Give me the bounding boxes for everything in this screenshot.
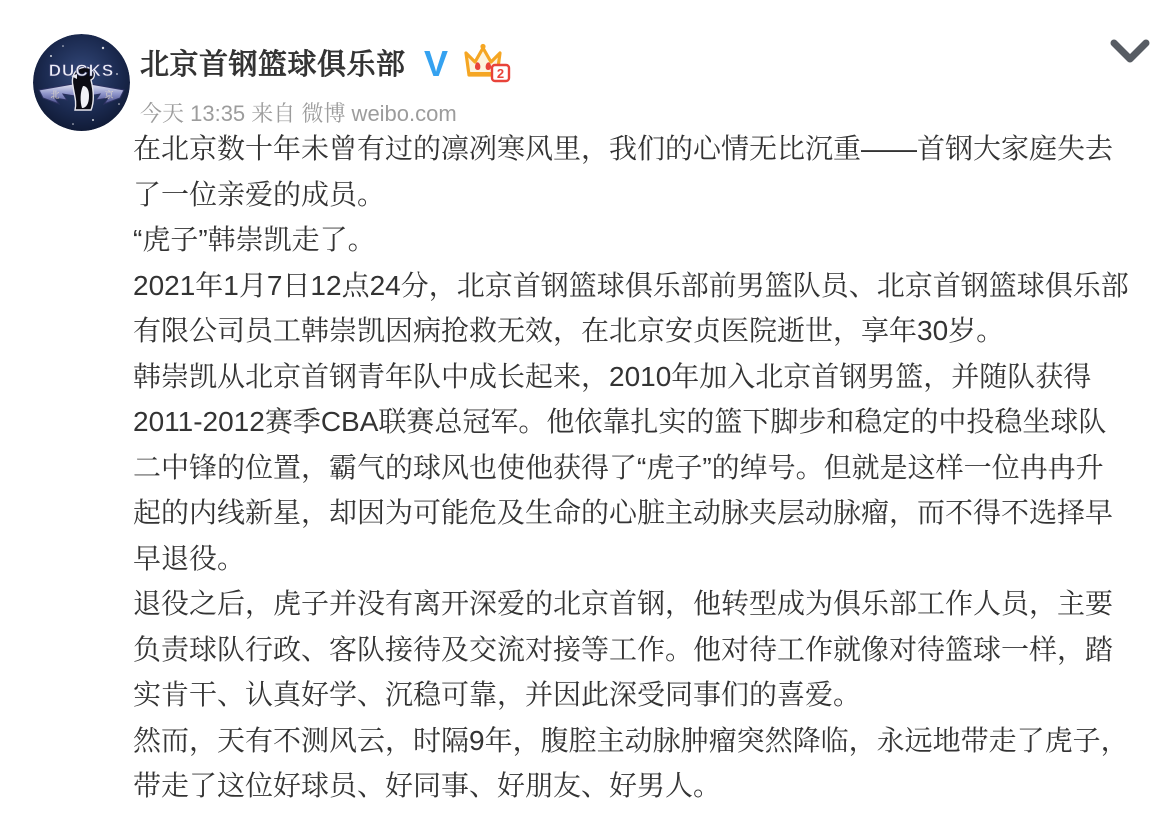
post-meta [140, 97, 512, 128]
source-prefix: 来自 [251, 101, 296, 126]
post-paragraph: “虎子”韩崇凯走了。 [133, 224, 376, 255]
source-link[interactable]: 微博 weibo.com [301, 101, 457, 126]
post-body [133, 126, 1129, 809]
post-header [140, 42, 512, 128]
avatar-wing-right-char: 京 [104, 90, 114, 100]
post-paragraph: 韩崇凯从北京首钢青年队中成长起来，2010年加入北京首钢男篮，并随队获得2011-2012赛季CBA联赛总冠军。他依靠扎实的篮下脚步和稳定的中投稳坐球队二中锋的位置，霸气的球风也使他获得了“虎子”的绰号。但就是这样一位冉冉升起的内线新星，却因为可能危及生命的心脏主动脉夹层动脉瘤，而不得不选择早早退役。 [133, 360, 1114, 574]
timestamp: 今天 13:35 [140, 101, 246, 126]
vip-crown-icon [462, 43, 512, 83]
avatar[interactable] [33, 34, 130, 131]
avatar-ducks-text: DUCKS [48, 61, 115, 80]
avatar-wing-left-char: 北 [50, 90, 60, 100]
post-paragraph: 然而，天有不测风云，时隔9年，腹腔主动脉肿瘤突然降临，永远地带走了虎子，带走了这位好球员、好同事、好朋友、好男人。 [133, 724, 1129, 801]
post-paragraph: 退役之后，虎子并没有离开深爱的北京首钢，他转型成为俱乐部工作人员，主要负责球队行政、客队接待及交流对接等工作。他对待工作就像对待篮球一样，踏实肯干、认真好学、沉稳可靠，并因此深受同事们的喜爱。 [133, 588, 1114, 710]
verified-v-icon [418, 46, 454, 80]
svg-text:V: V [423, 45, 448, 80]
name-row [140, 42, 512, 83]
vip-level-badge [492, 65, 509, 81]
post-paragraph: 2021年1月7日12点24分，北京首钢篮球俱乐部前男篮队员、北京首钢篮球俱乐部有限公司员工韩崇凯因病抢救无效，在北京安贞医院逝世，享年30岁。 [133, 269, 1129, 346]
post-paragraph: 在北京数十年未曾有过的凛冽寒风里，我们的心情无比沉重——首钢大家庭失去了一位亲爱的成员。 [133, 133, 1114, 210]
chevron-down-icon[interactable] [1106, 36, 1154, 66]
username[interactable]: 北京首钢篮球俱乐部 [140, 49, 406, 81]
svg-text:2: 2 [496, 65, 504, 81]
